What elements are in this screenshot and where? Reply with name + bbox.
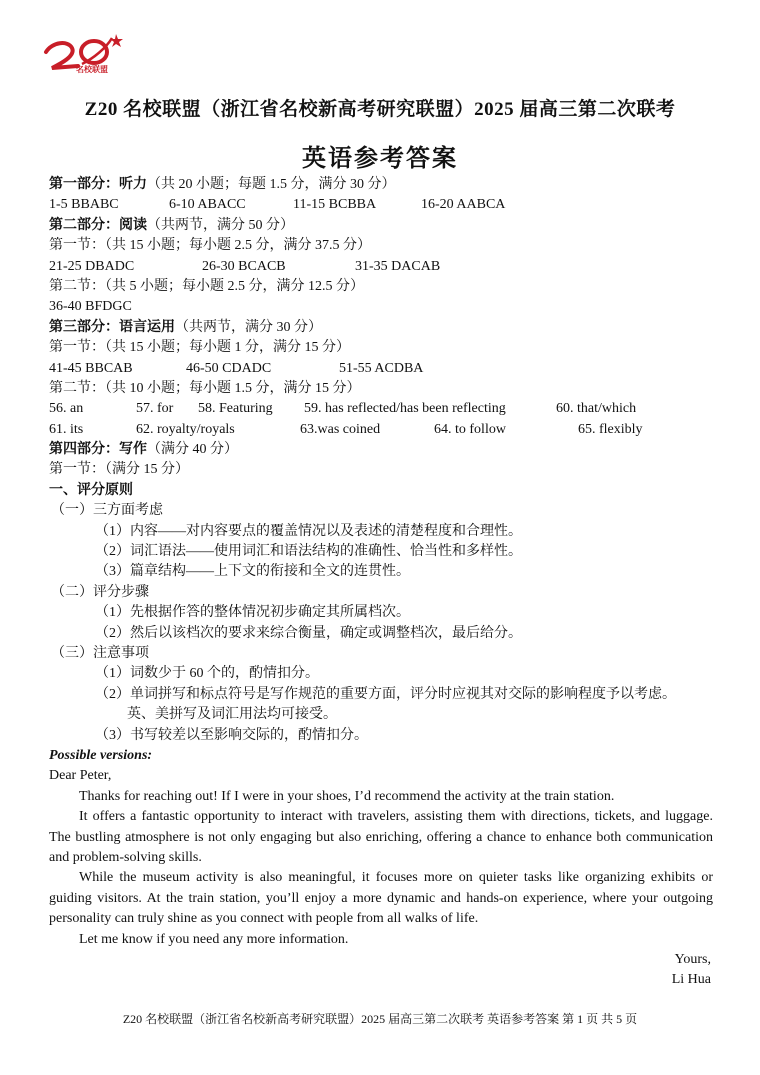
note-item: （3）书写较差以至影响交际的，酌情扣分。 <box>95 727 368 743</box>
part3-section1-answers <box>49 359 713 379</box>
possible-versions-label: Possible versions: <box>49 747 153 763</box>
answer-group: 6-10 ABACC <box>169 197 246 213</box>
part4-heading-line <box>49 440 713 460</box>
cloze-answer: 65. flexibly <box>578 421 643 437</box>
part3-section2-row2 <box>49 420 713 440</box>
criteria-item: （2）词汇语法——使用词汇和语法结构的准确性、恰当性和多样性。 <box>95 544 522 560</box>
cloze-answer: 60. that/which <box>556 401 637 417</box>
part1-answers <box>49 195 713 215</box>
letter-closing: Yours, <box>674 951 711 967</box>
part3-heading: 第三部分：语言运用 <box>49 319 175 335</box>
part1-heading-line <box>49 175 713 195</box>
part1-heading-note: （共 20 小题；每题 1.5 分，满分 30 分） <box>147 177 396 192</box>
part2-section2: 第二节：（共 5 小题；每小题 2.5 分，满分 12.5 分） <box>49 278 364 294</box>
step-item: （2）然后以该档次的要求来综合衡量，确定或调整档次，最后给分。 <box>95 625 522 641</box>
note-item: （2）单词拼写和标点符号是写作规范的重要方面，评分时应视其对交际的影响程度予以考虑。 <box>95 686 676 702</box>
answer-content <box>49 175 713 991</box>
answer-group: 41-45 BBCAB <box>49 360 133 376</box>
part2-section1: 第一节：（共 15 小题；每小题 2.5 分，满分 37.5 分） <box>49 238 371 254</box>
notes-group-heading: （三）注意事项 <box>51 645 149 661</box>
document-title: Z20 名校联盟（浙江省名校新高考研究联盟）2025 届高三第二次联考 <box>84 99 676 120</box>
criteria-group-heading: （一）三方面考虑 <box>51 503 163 519</box>
cloze-answer: 59. has reflected/has been reflecting <box>304 401 506 417</box>
cloze-answer: 64. to follow <box>434 421 506 437</box>
part3-section2: 第二节：（共 10 小题；每小题 1.5 分，满分 15 分） <box>49 380 361 396</box>
part2-section2-answers: 36-40 BFDGC <box>49 299 132 315</box>
part2-heading: 第二部分：阅读 <box>49 217 147 233</box>
part3-heading-line <box>49 318 713 338</box>
part2-heading-line <box>49 216 713 236</box>
letter-paragraph: While the museum activity is also meaningful, it focuses more on quieter tasks like organizing exhibits or guiding visitors. At the train station, you’ll enjoy a more dynamic and hands-on experience, where your outgoing personality can truly shine as you connect with people from all walks of life. <box>49 870 713 927</box>
part3-heading-note: （共两节，满分 30 分） <box>175 319 322 335</box>
document-subtitle: 英语参考答案 <box>302 146 458 172</box>
part4-section1: 第一节：（满分 15 分） <box>49 462 189 478</box>
letter-paragraph: Let me know if you need any more information. <box>79 931 349 947</box>
cloze-answer: 63.was coined <box>300 421 381 437</box>
cloze-answer: 61. its <box>49 421 84 437</box>
letter-signature: Li Hua <box>671 972 711 988</box>
note-item: （1）词数少于 60 个的，酌情扣分。 <box>95 666 319 682</box>
cloze-answer: 57. for <box>136 401 174 417</box>
criteria-item: （3）篇章结构——上下文的衔接和全文的连贯性。 <box>95 564 410 580</box>
letter-greeting: Dear Peter, <box>49 768 112 784</box>
letter-paragraph: Thanks for reaching out! If I were in your shoes, I’d recommend the activity at the train station. <box>79 788 615 804</box>
criteria-item: （1）内容——对内容要点的覆盖情况以及表述的清楚程度和合理性。 <box>95 523 522 539</box>
logo-text: 名校联盟 <box>76 65 108 74</box>
steps-group-heading: （二）评分步骤 <box>51 584 149 600</box>
part3-section2-row1 <box>49 399 713 419</box>
answer-group: 1-5 BBABC <box>49 197 119 213</box>
step-item: （1）先根据作答的整体情况初步确定其所属档次。 <box>95 605 410 621</box>
cloze-answer: 62. royalty/royals <box>136 421 235 437</box>
answer-group: 51-55 ACDBA <box>339 360 424 376</box>
answer-group: 46-50 CDADC <box>186 360 272 376</box>
scoring-principles-heading: 一、评分原则 <box>49 482 133 498</box>
part2-heading-note: （共两节，满分 50 分） <box>147 217 294 233</box>
answer-group: 21-25 DBADC <box>49 258 135 274</box>
part4-heading: 第四部分：写作 <box>49 442 147 458</box>
letter-paragraph: It offers a fantastic opportunity to interact with travelers, assisting them with directions, tickets, and luggage. The bustling atmosphere is not only engaging but also enriching, offering a chance to enhance both communication and problem-solving skills. <box>49 809 713 865</box>
cloze-answer: 56. an <box>49 401 84 417</box>
page-footer: Z20 名校联盟（浙江省名校新高考研究联盟）2025 届高三第二次联考 英语参考答案 第 1 页 共 5 页 <box>122 1012 638 1026</box>
answer-group: 26-30 BCACB <box>202 258 286 274</box>
answer-group: 11-15 BCBBA <box>293 197 377 213</box>
part4-heading-note: （满分 40 分） <box>147 442 238 458</box>
answer-group: 16-20 AABCA <box>421 197 506 213</box>
part2-section1-answers <box>49 257 713 277</box>
part3-section1: 第一节：（共 15 小题；每小题 1 分，满分 15 分） <box>49 340 350 356</box>
cloze-answer: 58. Featuring <box>198 401 273 417</box>
part1-heading: 第一部分：听力 <box>49 177 147 192</box>
note-item-continued: 英、美拼写及词汇用法均可接受。 <box>127 707 337 723</box>
answer-group: 31-35 DACAB <box>355 258 441 274</box>
